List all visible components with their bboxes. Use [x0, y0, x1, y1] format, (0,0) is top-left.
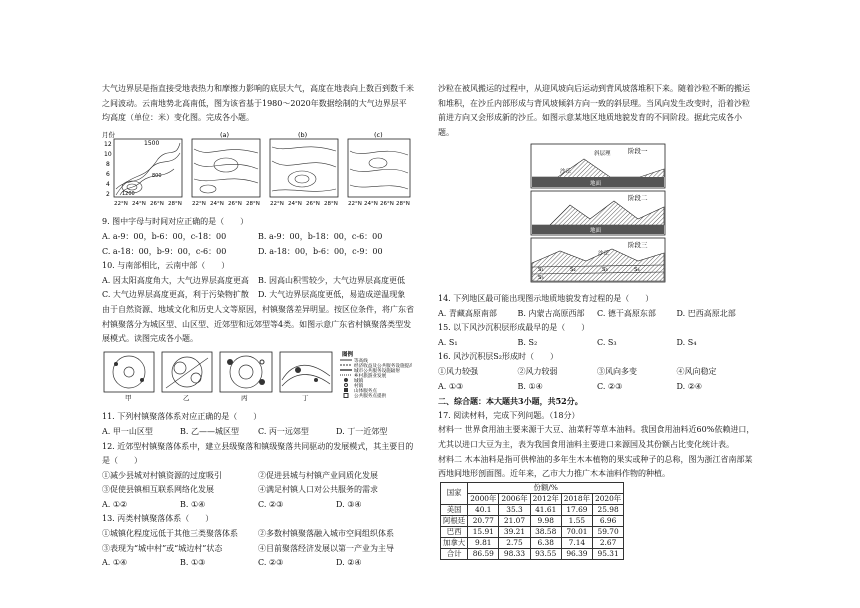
svg-text:1200: 1200	[122, 190, 135, 197]
q13-item: ④目前聚落经济发展以第一产业为主导	[258, 543, 394, 553]
q9-options	[102, 230, 414, 259]
q11-option-b[interactable]: B. 乙——城区型	[180, 426, 239, 436]
fig1-contour-label: 1500	[144, 139, 160, 147]
q13-option-d[interactable]: D. ②④	[336, 558, 362, 568]
q9-option-c[interactable]: C. a-18：00，b-9：00，c-6：00	[102, 246, 227, 256]
svg-text:地面: 地面	[590, 181, 602, 188]
svg-text:4: 4	[106, 180, 110, 188]
q13-items	[102, 527, 414, 556]
q14-stem: 14. 下列地区最可能出现图示地质地貌发育过程的是（ ）	[438, 293, 654, 303]
table-group-header: 份额/%	[468, 482, 624, 493]
table-row-total: 合计 86.59 98.33 93.55 96.39 95.31	[441, 548, 624, 559]
q16-item: ④风向稳定	[676, 366, 717, 376]
q9-option-d[interactable]: D. a-18：00，b-6：00，c-9：00	[258, 246, 383, 256]
svg-text:24°N: 24°N	[364, 200, 378, 207]
fig2-panel-jia	[104, 352, 154, 402]
q16-options	[438, 380, 756, 395]
fig2-panel-ding	[280, 352, 332, 402]
q10-option-a[interactable]: A. 因太阳高度角大，大气边界层高度更高	[102, 275, 249, 285]
q11-option-a[interactable]: A. 甲一山区型	[102, 426, 153, 436]
layer-s4: S₄	[634, 267, 640, 274]
q13-item: ③表现为“城中村”或“城边村”状态	[102, 543, 223, 553]
dune-stage-2	[531, 191, 665, 235]
q10-option-c[interactable]: C. 大气边界层高度更高，利于污染物扩散	[102, 290, 249, 300]
svg-text:乙: 乙	[183, 393, 190, 402]
q15-option-b[interactable]: B. S₂	[517, 337, 538, 347]
svg-text:26°N: 26°N	[228, 200, 242, 207]
q12-option-a[interactable]: A. ①②	[102, 499, 128, 509]
svg-text:阶段三: 阶段三	[628, 241, 648, 250]
layer-s2: S₂	[570, 267, 576, 274]
svg-text:28°N: 28°N	[246, 200, 260, 207]
figure-village-types	[102, 350, 414, 408]
q16-item: ①风力较强	[438, 366, 478, 376]
q14-options	[438, 307, 756, 322]
dune-stage-3	[531, 238, 665, 282]
q11-stem: 11. 下列村镇聚落体系对应正确的是（ ）	[102, 412, 262, 422]
fig1-ylabel: 月份	[102, 130, 115, 139]
q9-option-a[interactable]: A. a-9：00，b-6：00，c-18：00	[102, 231, 227, 241]
q15-option-d[interactable]: D. S₄	[676, 337, 697, 347]
svg-text:山体服务点: 山体服务点	[354, 388, 377, 394]
table-row: 加拿大 9.81 2.75 6.38 7.14 2.67	[441, 537, 624, 548]
table-row: 巴西 15.91 39.21 38.58 70.01 59.70	[441, 526, 624, 537]
svg-text:阶段一: 阶段一	[628, 147, 648, 156]
q12-item: ①减少县城对村镇资源的过度吸引	[102, 470, 222, 480]
svg-text:丁: 丁	[302, 393, 309, 402]
fig1-month-ticks	[104, 141, 112, 198]
fig1-panel-b	[270, 131, 338, 197]
svg-text:24°N: 24°N	[288, 200, 302, 207]
q14-option-d[interactable]: D. 巴西高原北部	[676, 308, 736, 318]
q13-stem: 13. 丙类村镇聚落体系（ ）	[102, 514, 214, 524]
svg-text:10: 10	[104, 150, 112, 158]
q13-option-b[interactable]: B. ①③	[180, 558, 206, 568]
q16-item: ②风力较弱	[517, 366, 558, 376]
svg-text:丙: 丙	[241, 393, 248, 402]
q15-option-c[interactable]: C. S₃	[597, 337, 617, 347]
q13-item: ①城镇化程度远低于其他三类聚落体系	[102, 529, 238, 539]
oil-import-table	[440, 482, 624, 560]
q13-options	[102, 556, 414, 571]
svg-text:28°N: 28°N	[168, 200, 182, 207]
svg-text:城镇: 城镇	[354, 378, 364, 384]
q15-option-a[interactable]: A. S₁	[438, 337, 458, 347]
right-column	[438, 82, 756, 560]
q13-option-a[interactable]: A. ①④	[102, 558, 128, 568]
svg-text:22°N: 22°N	[270, 200, 284, 207]
q16-item: ③风向多变	[597, 366, 637, 376]
q14-option-c[interactable]: C. 德干高原东部	[597, 308, 656, 318]
fig2-panel-yi	[162, 352, 212, 402]
q16-option-c[interactable]: C. ②③	[597, 381, 623, 391]
q12-item: ③促使县镇相互联系网络化发展	[102, 485, 214, 495]
svg-text:26°N: 26°N	[150, 200, 164, 207]
q17-material-2: 材料二 木本油料是指可供榨油的多年生木本植物的果实或种子的总称，图为浙江省南部某西地间地形剖面图。近年来，乙市大力推广木本油料作物的种植。	[438, 454, 753, 479]
q12-item: ④满足村镇人口对公共服务的需求	[258, 485, 378, 495]
q10-option-b[interactable]: B. 因高山积雪较少，大气边界层高度更低	[258, 275, 405, 285]
intro-passage-3: 沙粒在被风搬运的过程中，从迎风坡向后运动到背风坡落堆积下来。随着沙粒不断的搬运和堆积，在沙丘内部形成与背风坡倾斜方向一致的斜层理。当风向发生改变时，沿着沙粒前进方向又会形成新的沙丘。如图示意某地区地质地貌发育的不同阶段。据此完成各小题。	[438, 84, 750, 137]
q12-option-d[interactable]: D. ③④	[336, 499, 362, 509]
layer-s5: S₅	[538, 275, 544, 282]
intro-passage-2: 由于自然资源、地域文化和历史人文等原因，村镇聚落差异明显。按区位条件，将广东省村镇聚落分为城区型、山区型、近郊型和远郊型等4类。如图示意广东省村镇聚落类型发展模式。读图完成各小题。	[102, 304, 414, 344]
svg-text:(a): (a)	[220, 130, 230, 139]
svg-text:28°N: 28°N	[396, 200, 410, 207]
q9-stem: 9. 图中字母与时间对应正确的是（ ）	[102, 217, 249, 227]
svg-text:26°N: 26°N	[306, 200, 320, 207]
svg-text:8: 8	[106, 160, 110, 168]
q17-stem: 17. 阅读材料，完成下列问题。（18分）	[438, 410, 580, 420]
q9-option-b[interactable]: B. a-9：00，b-18：00，c-6：00	[258, 231, 383, 241]
svg-text:12: 12	[104, 140, 112, 148]
svg-text:阶段二: 阶段二	[628, 194, 648, 203]
svg-text:沙丘: 沙丘	[560, 169, 572, 176]
fig1-x-ticks	[114, 201, 410, 207]
svg-text:斜层理: 斜层理	[594, 151, 611, 158]
table-year-row: 2000年 2006年 2012年 2018年 2020年	[441, 493, 624, 504]
figure-boundary-layer	[102, 129, 414, 213]
q12-item: ②促进县城与村镇产业同质化发展	[258, 470, 378, 480]
q16-option-a[interactable]: A. ①③	[438, 381, 464, 391]
svg-text:24°N: 24°N	[132, 200, 146, 207]
q16-items	[438, 365, 756, 380]
q16-option-d[interactable]: D. ②④	[676, 381, 703, 391]
layer-s1: S₁	[538, 267, 544, 274]
left-column	[102, 82, 414, 571]
q14-option-a[interactable]: A. 青藏高原南部	[438, 308, 497, 318]
q15-options	[438, 336, 756, 351]
q10-options	[102, 274, 414, 303]
table-row: 美国 40.1 35.3 41.61 17.69 25.98	[441, 504, 624, 515]
table-corner-header: 国家	[441, 482, 468, 504]
svg-text:28°N: 28°N	[324, 200, 338, 207]
fig2-legend	[340, 350, 412, 399]
q12-items	[102, 469, 414, 498]
q16-option-b[interactable]: B. ①④	[517, 381, 543, 391]
fig1-panel-main	[114, 139, 182, 197]
q13-option-c[interactable]: C. ②③	[258, 558, 284, 568]
svg-text:22°N: 22°N	[114, 200, 128, 207]
svg-text:22°N: 22°N	[348, 200, 362, 207]
q17-material-1: 材料一 世界食用油主要来源于大豆、油菜籽等草本油料。我国食用油料近60%依赖进口，尤其以进口大豆为主，表为我国食用油料主要进口来源国及其份额占比变化统计表。	[438, 425, 755, 449]
svg-text:(b): (b)	[298, 130, 308, 139]
intro-passage-1: 大气边界层是指直接受地表热力和摩擦力影响的底层大气，高度在地表向上数百到数千米之间波动。云南地势北高南低，图为该省基于1980～2020年数据绘制的大气边界层平均高度（单位：米）变化图。完成各小题。	[102, 84, 414, 123]
fig2-panel-bing	[220, 352, 272, 402]
figure-dune-stages	[530, 143, 756, 289]
q14-option-b[interactable]: B. 内蒙古高原西部	[517, 308, 585, 318]
dune-stage-1	[531, 144, 665, 188]
svg-text:2: 2	[106, 190, 110, 198]
q11-option-c[interactable]: C. 丙一远郊型	[258, 426, 309, 436]
svg-text:村镇: 村镇	[354, 383, 364, 389]
fig1-panel-a	[192, 131, 260, 197]
fig1-panel-c	[348, 131, 410, 197]
svg-text:(c): (c)	[374, 130, 383, 139]
svg-text:800: 800	[152, 172, 162, 179]
q11-option-d[interactable]: D. 丁一近郊型	[336, 426, 388, 436]
svg-text:26°N: 26°N	[380, 200, 394, 207]
q15-stem: 15. 以下风沙沉积层形成最早的是（ ）	[438, 323, 590, 333]
q12-option-b[interactable]: B. ①④	[180, 499, 206, 509]
svg-text:公共服务点提供: 公共服务点提供	[354, 393, 387, 399]
q13-item: ②多数村镇聚落融入城市空间组织体系	[258, 529, 394, 539]
section-heading: 二、综合题：本大题共3小题，共52分。	[438, 396, 583, 407]
svg-text:22°N: 22°N	[192, 200, 206, 207]
q11-options	[102, 425, 414, 440]
q12-stem: 12. 近郊型村镇聚落体系中，建立县级聚落和镇级聚落共同驱动的发展模式，其主要目的是（ ）	[102, 441, 414, 466]
q10-stem: 10. 与南部相比，云南中部（ ）	[102, 261, 230, 271]
svg-text:乡村旅游业发展: 乡村旅游业发展	[354, 373, 387, 379]
q10-option-d[interactable]: D. 大气边界层高度更低，易造成逆温现象	[258, 290, 406, 300]
q16-stem: 16. 风沙沉积层S₂形成时（ ）	[438, 352, 558, 362]
svg-text:地面: 地面	[590, 228, 602, 235]
svg-text:甲: 甲	[125, 393, 132, 402]
svg-text:沙丘: 沙丘	[598, 251, 610, 258]
svg-text:等高线: 等高线	[354, 358, 368, 364]
layer-s3: S₃	[602, 267, 608, 274]
svg-text:图例: 图例	[342, 351, 354, 358]
q12-options	[102, 498, 414, 513]
svg-text:6: 6	[106, 170, 110, 178]
svg-text:经济收益及公共服务设施提高: 经济收益及公共服务设施提高	[354, 363, 412, 369]
q12-option-c[interactable]: C. ②③	[258, 499, 284, 509]
table-row: 阿根廷 20.77 21.07 9.98 1.55 6.96	[441, 515, 624, 526]
svg-text:24°N: 24°N	[210, 200, 224, 207]
svg-text:城市公共服务设施辐射: 城市公共服务设施辐射	[354, 368, 400, 374]
